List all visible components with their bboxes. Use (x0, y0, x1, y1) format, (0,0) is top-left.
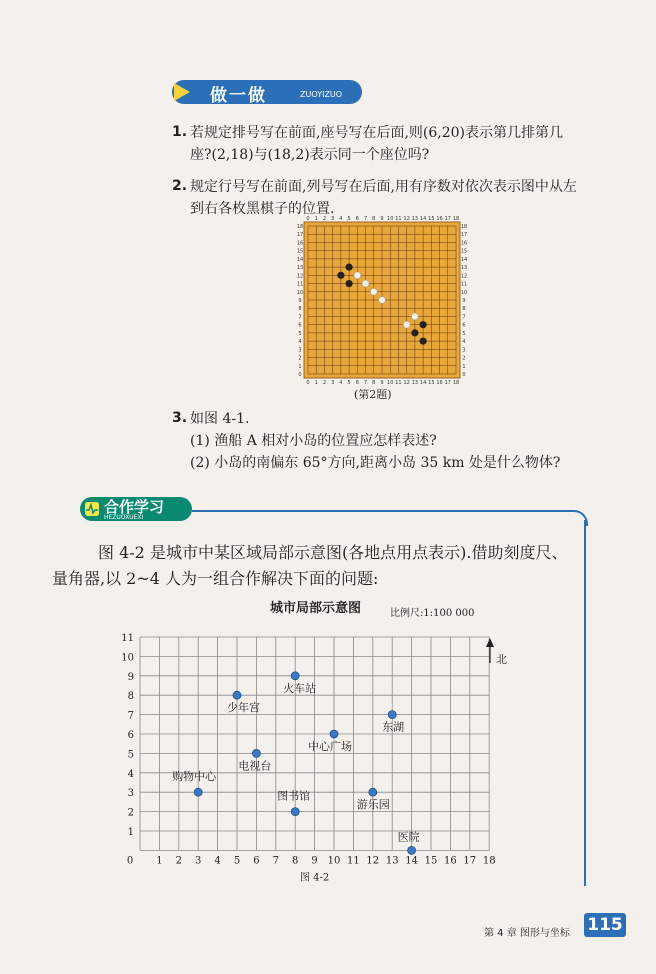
white-stone (354, 272, 361, 279)
board-tick-label: 17 (296, 232, 304, 239)
x-tick-label: 8 (292, 855, 299, 867)
white-stone (411, 313, 418, 320)
board-tick-label: 5 (298, 330, 302, 337)
board-tick-label: 15 (428, 216, 435, 222)
board-tick-label: 9 (298, 298, 302, 304)
black-stone (346, 264, 353, 271)
x-tick-label: 14 (405, 855, 418, 867)
board-tick-label: 15 (428, 380, 435, 386)
board-tick-label: 17 (444, 380, 451, 386)
black-stone (337, 272, 344, 279)
map-point-label: 图书馆 (277, 789, 311, 803)
board-tick-label: 13 (460, 265, 468, 272)
pulse-icon (84, 501, 100, 517)
paragraph-line: 图 4-2 是城市中某区域局部示意图(各地点用点表示).借助刻度尺、 (98, 543, 568, 562)
board-tick-label: 18 (452, 216, 460, 222)
x-tick-label: 11 (347, 855, 360, 867)
board-tick-label: 10 (387, 380, 394, 386)
board-tick-label: 18 (296, 224, 304, 230)
x-tick-label: 13 (385, 855, 399, 867)
question-number: 3. (172, 410, 188, 426)
board-tick-label: 16 (296, 240, 304, 247)
board-tick-label: 4 (298, 339, 302, 346)
map-point-label: 中心广场 (308, 740, 352, 753)
page-number: 115 (584, 913, 626, 937)
board-tick-label: 18 (452, 380, 460, 386)
map-point-label: 购物中心 (172, 770, 217, 784)
board-tick-label: 9 (462, 298, 466, 304)
x-tick-label: 0 (126, 855, 134, 867)
y-tick-label: 9 (127, 671, 134, 683)
board-tick-label: 0 (462, 372, 466, 378)
board-tick-label: 5 (462, 330, 466, 337)
map-point-label: 少年宫 (227, 701, 260, 715)
north-arrowhead-icon (486, 638, 494, 647)
question-text (190, 408, 630, 474)
board-tick-label: 16 (436, 216, 443, 222)
board-tick-label: 14 (419, 216, 427, 222)
y-tick-label: 10 (121, 652, 134, 664)
x-tick-label: 1 (156, 855, 163, 867)
board-tick-label: 16 (436, 380, 443, 386)
section-title: 做一做 (210, 86, 267, 106)
map-point (388, 711, 396, 719)
board-tick-label: 6 (462, 322, 466, 329)
board-tick-label: 2 (462, 355, 466, 362)
board-tick-label: 17 (444, 216, 451, 222)
play-arrow-icon (174, 83, 190, 101)
board-tick-label: 4 (462, 339, 466, 346)
board-tick-label: 10 (387, 216, 394, 222)
board-tick-label: 2 (322, 380, 327, 386)
question-number: 1. (172, 124, 188, 140)
board-tick-label: 16 (460, 240, 468, 247)
map-point (194, 788, 202, 796)
question-sub: (1) 渔船 A 相对小岛的位置应怎样表述? (190, 433, 437, 449)
question-text (190, 122, 630, 166)
board-tick-label: 8 (372, 216, 376, 222)
question-line: 如图 4-1. (190, 411, 250, 427)
intro-paragraph (52, 540, 618, 592)
black-stone (420, 321, 427, 328)
x-tick-label: 4 (214, 855, 221, 867)
black-stone (346, 280, 353, 287)
scale-label: 比例尺:1:100 000 (390, 608, 475, 619)
y-tick-label: 7 (127, 710, 134, 722)
board-tick-label: 18 (460, 224, 468, 230)
chart-title: 城市局部示意图 (270, 601, 362, 616)
north-label: 北 (496, 653, 507, 666)
x-tick-label: 3 (195, 855, 202, 867)
board-tick-label: 0 (306, 216, 310, 222)
y-tick-label: 3 (127, 788, 134, 800)
coop-title: 合作学习 (104, 498, 165, 516)
question-line: 到右各枚黑棋子的位置. (190, 201, 335, 217)
x-tick-label: 15 (424, 855, 438, 867)
map-point (233, 691, 241, 699)
board-tick-label: 9 (380, 380, 384, 386)
question-number: 2. (172, 178, 188, 194)
map-point-label: 电视台 (238, 759, 272, 773)
board-tick-label: 5 (347, 216, 351, 222)
white-stone (403, 321, 410, 328)
board-tick-label: 15 (296, 248, 304, 255)
y-tick-label: 8 (127, 691, 134, 703)
board-tick-label: 6 (298, 322, 302, 329)
black-stone (420, 338, 427, 345)
board-tick-label: 12 (460, 273, 468, 280)
x-tick-label: 10 (327, 855, 341, 867)
board-tick-label: 1 (462, 363, 466, 370)
board-tick-label: 3 (331, 216, 335, 222)
paragraph-line: 量角器,以 2~4 人为一组合作解决下面的问题: (52, 569, 379, 588)
board-tick-label: 0 (306, 380, 310, 386)
board-tick-label: 7 (462, 314, 466, 321)
city-map-chart (110, 625, 520, 885)
x-tick-label: 5 (233, 855, 241, 867)
board-tick-label: 11 (296, 281, 304, 288)
map-point (408, 846, 416, 854)
board-tick-label: 13 (296, 265, 304, 272)
board-tick-label: 11 (460, 281, 468, 288)
white-stone (379, 297, 386, 304)
y-tick-label: 2 (127, 807, 134, 819)
map-point-label: 东湖 (382, 720, 405, 734)
board-tick-label: 6 (355, 380, 359, 386)
board-tick-label: 14 (419, 380, 427, 386)
board-tick-label: 8 (372, 380, 376, 386)
board-tick-label: 4 (339, 380, 343, 386)
chapter-label: 第 4 章 图形与坐标 (484, 928, 570, 939)
board-tick-label: 1 (314, 380, 318, 386)
map-point-label: 医院 (397, 830, 420, 844)
board-tick-label: 8 (298, 306, 302, 313)
x-tick-label: 7 (272, 855, 279, 867)
board-tick-label: 2 (322, 216, 327, 222)
board-tick-label: 3 (462, 347, 466, 354)
board-tick-label: 2 (298, 355, 302, 362)
board-tick-label: 12 (296, 273, 304, 280)
board-tick-label: 9 (380, 216, 384, 222)
map-point (252, 749, 260, 757)
x-tick-label: 12 (366, 855, 380, 867)
board-tick-label: 3 (331, 380, 335, 386)
board-tick-label: 3 (298, 347, 302, 354)
board-tick-label: 8 (462, 306, 466, 313)
question-line: 规定行号写在前面,列号写在后面,用有序数对依次表示图中从左 (190, 179, 577, 195)
x-tick-label: 17 (463, 855, 477, 867)
x-tick-label: 18 (482, 855, 496, 867)
y-tick-label: 6 (127, 730, 134, 741)
board-tick-label: 11 (395, 380, 402, 386)
map-point-label: 火车站 (283, 681, 317, 695)
map-point (330, 730, 338, 738)
board-tick-label: 12 (403, 216, 410, 222)
x-tick-label: 6 (253, 855, 260, 867)
section-subtitle: ZUOYIZUO (300, 90, 343, 99)
x-tick-label: 9 (311, 855, 318, 867)
white-stone (362, 280, 369, 287)
black-stone (411, 329, 418, 336)
board-tick-label: 7 (298, 314, 302, 321)
white-stone (370, 288, 377, 295)
map-point (291, 808, 299, 816)
board-tick-label: 1 (298, 363, 302, 370)
board-tick-label: 12 (403, 380, 410, 386)
y-tick-label: 4 (127, 768, 134, 780)
board-tick-label: 17 (460, 232, 468, 239)
question-line: 若规定排号写在前面,座号写在后面,则(6,20)表示第几排第几 (190, 125, 563, 141)
figure-caption: 图 4-2 (299, 872, 330, 884)
board-tick-label: 4 (339, 216, 343, 222)
board-tick-label: 10 (296, 289, 304, 296)
map-point-label: 游乐园 (356, 798, 390, 812)
coop-subtitle: HEZUOXUEXI (104, 514, 144, 521)
board-tick-label: 10 (460, 289, 468, 296)
board-tick-label: 7 (363, 216, 368, 222)
section-rule (192, 510, 570, 512)
x-tick-label: 2 (175, 855, 182, 867)
board-caption: (第2题) (354, 388, 392, 401)
y-tick-label: 11 (121, 633, 134, 644)
y-tick-label: 1 (127, 827, 134, 838)
board-tick-label: 11 (395, 216, 402, 222)
board-tick-label: 0 (298, 372, 302, 378)
board-tick-label: 6 (355, 216, 359, 222)
y-tick-label: 5 (127, 749, 134, 761)
question-sub: (2) 小岛的南偏东 65°方向,距离小岛 35 km 处是什么物体? (190, 455, 561, 471)
board-tick-label: 14 (460, 256, 468, 263)
board-tick-label: 13 (411, 216, 419, 222)
board-tick-label: 7 (363, 380, 368, 386)
map-point (369, 788, 377, 796)
board-tick-label: 5 (347, 380, 351, 386)
map-point (291, 672, 299, 680)
board-tick-label: 14 (296, 256, 304, 263)
x-tick-label: 16 (444, 855, 457, 867)
question-line: 座?(2,18)与(18,2)表示同一个座位吗? (190, 147, 430, 163)
board-tick-label: 1 (314, 216, 318, 222)
board-tick-label: 15 (460, 248, 468, 255)
board-tick-label: 13 (411, 380, 419, 386)
go-board (290, 212, 474, 392)
